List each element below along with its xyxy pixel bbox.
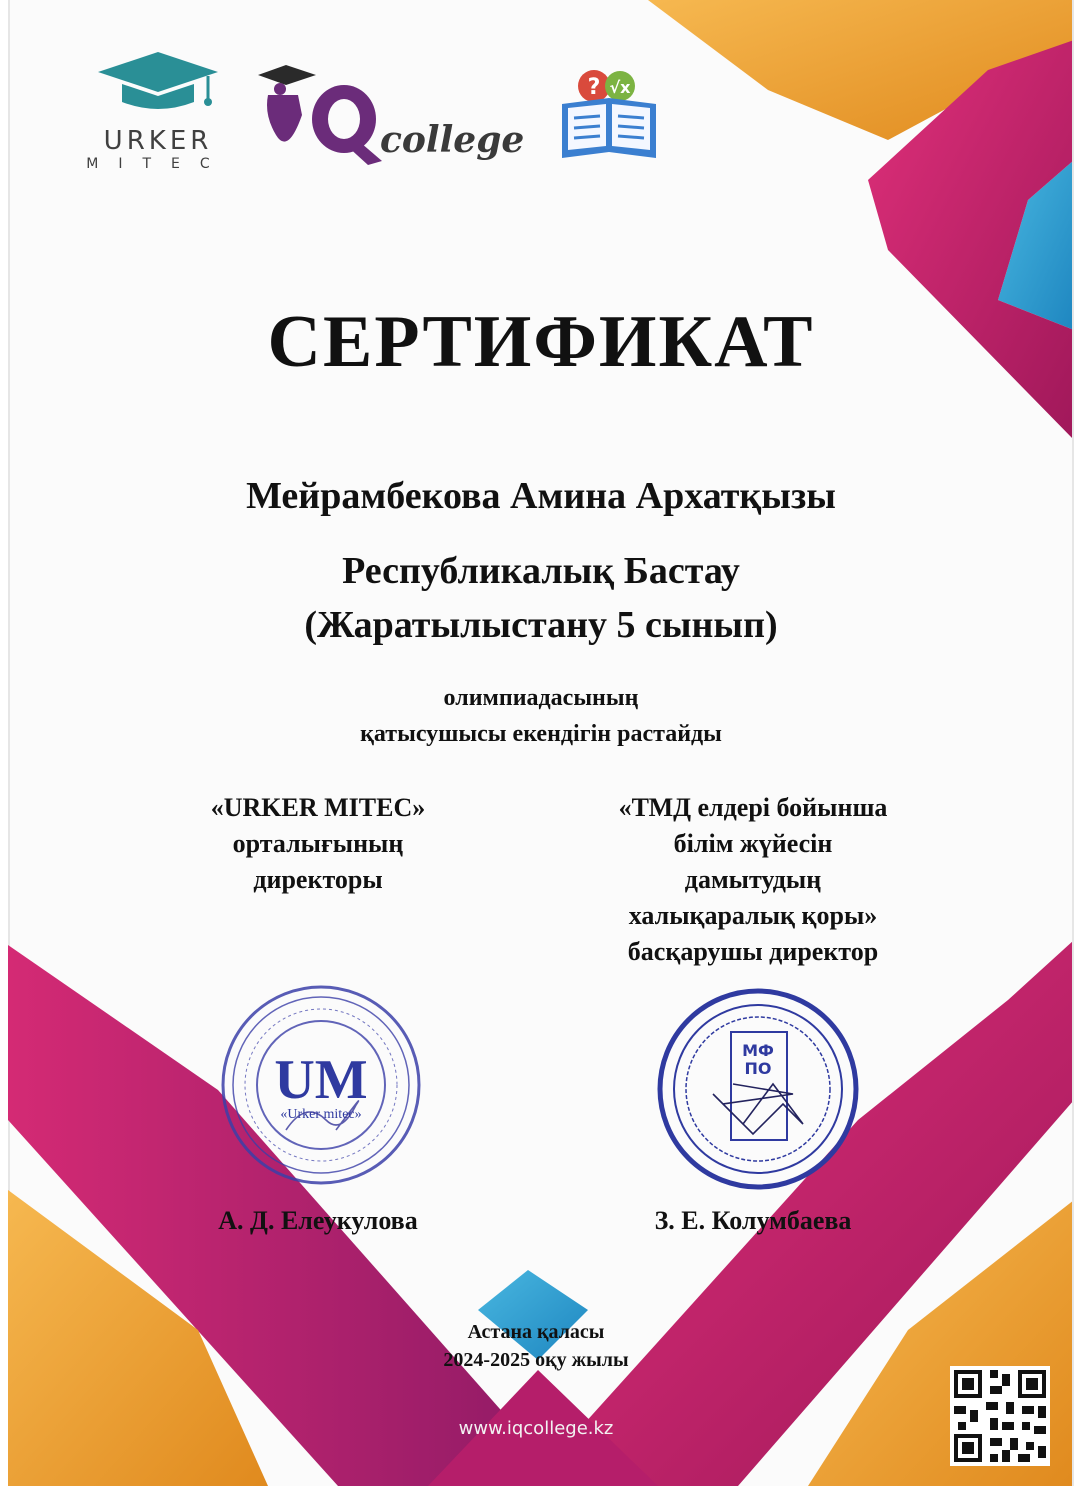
left-title-line: «URKER MITEC» [210,793,426,822]
left-stamp-sub: «Urker mitec» [280,1107,362,1122]
certificate-title: СЕРТИФИКАТ [267,301,815,383]
qr-code-icon[interactable] [950,1366,1050,1466]
left-stamp [216,980,426,1190]
olympiad-name [8,544,1074,652]
left-stamp-mark: UM [274,1049,368,1111]
right-title-line: «ТМД елдері бойынша [618,793,888,822]
confirmation-text [8,680,1074,752]
left-title-line: директоры [253,865,383,894]
right-title-line: дамытудың [684,865,822,894]
book-question-icon [556,66,662,166]
right-stamp-mark-top: МФ [742,1041,774,1060]
book-question-logo [556,66,662,166]
footer-location [336,1318,736,1374]
right-stamp-mark-bottom: ПО [744,1059,772,1078]
confirm-line-2: қатысушысы екендігін растайды [360,721,722,747]
confirm-line-1: олимпиадасының [443,685,639,711]
svg-text:?: ? [587,75,601,100]
right-signatory-name: З. Е. Колумбаева [654,1206,852,1235]
certificate-page [8,0,1074,1486]
iq-mark-icon [258,55,388,175]
footer-city: Астана қаласы [467,1321,605,1343]
right-title-line: халықаралық қоры» [628,901,878,930]
svg-text:√x: √x [609,78,631,97]
left-title-line: орталығының [232,829,404,858]
website-link[interactable]: www.iqcollege.kz [458,1418,614,1439]
mitec-logo-text: MITEC [86,156,230,172]
right-stamp [653,984,863,1194]
recipient-name: Мейрамбекова Амина Архатқызы [246,475,836,517]
olympiad-line-1: Республикалық Бастау [342,550,740,592]
iq-college-logo [258,55,538,185]
iq-college-text: college [380,119,525,161]
graduation-cap-icon [78,50,238,120]
urker-mitec-logo [78,50,238,180]
left-signatory-name: А. Д. Елеукулова [218,1206,418,1235]
right-title-line: білім жүйесін [673,829,833,858]
right-signatory-title [588,790,918,970]
urker-logo-text: URKER [103,126,213,156]
right-title-line: басқарушы директор [627,937,879,966]
olympiad-line-2: (Жаратылыстану 5 сынып) [304,604,778,646]
left-signatory-title [168,790,468,898]
footer-year: 2024-2025 оқу жылы [443,1349,629,1371]
